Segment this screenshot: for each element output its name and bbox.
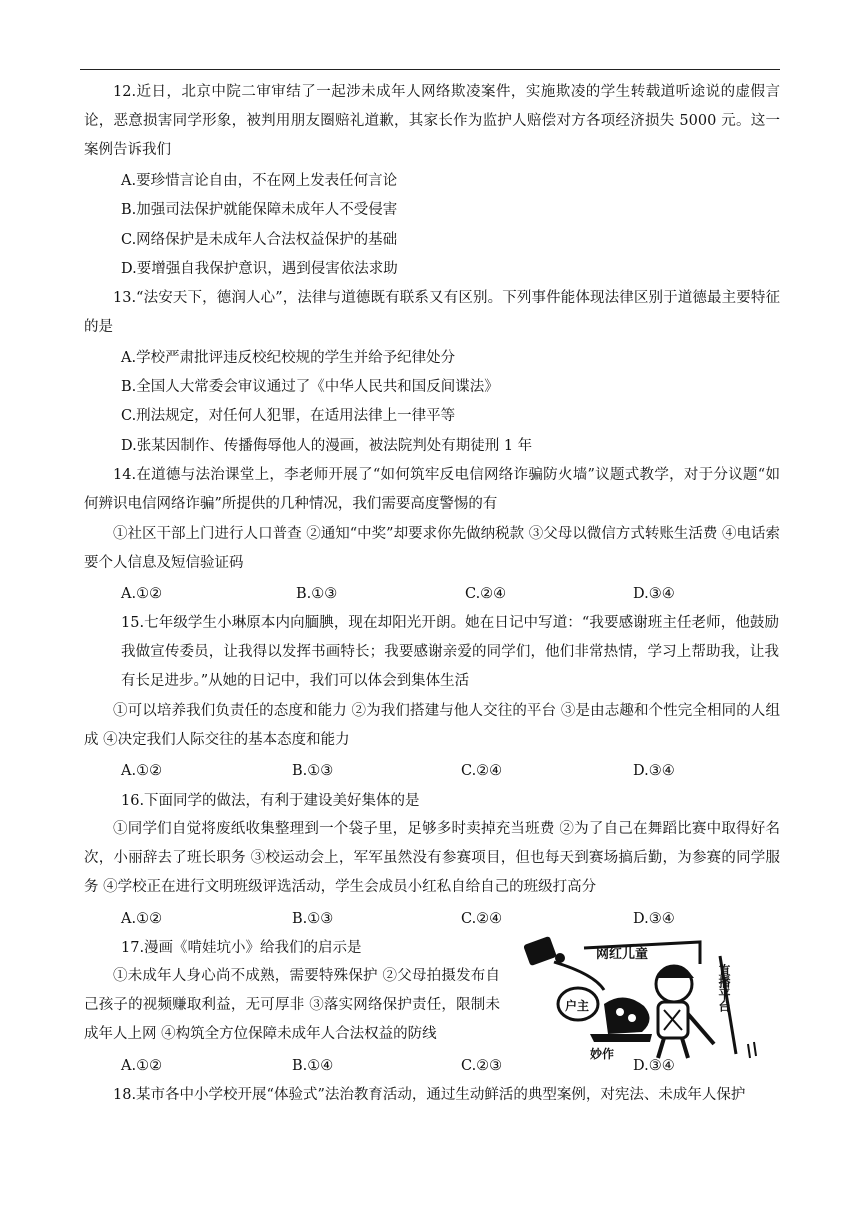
q12-stem: 12.近日，北京中院二审审结了一起涉未成年人网络欺凌案件，实施欺凌的学生转载道听途说的虚假言论，恶意损害同学形象，被判用朋友圈赔礼道歉，其家长作为监护人赔偿对方各项经济损失 5000 元。这一案例告诉我们 [84,84,780,158]
q15-option-d: D.③④ [633,763,675,779]
q13-option-c: C.刑法规定，对任何人犯罪，在适用法律上一律平等 [121,408,456,424]
child-figure-icon [656,965,714,1058]
q14-option-b: B.①③ [296,586,338,602]
q13-option-d: D.张某因制作、传播侮辱他人的漫画，被法院判处有期徒刑 1 年 [121,438,533,454]
q17-option-d: D.③④ [633,1058,675,1074]
q16-option-a: A.①② [121,911,163,927]
cartoon-illustration [524,934,760,1062]
q13-stem: 13.“法安天下，德润人心”，法律与道德既有联系又有区别。下列事件能体现法律区别于道德最主要特征的是 [84,290,780,335]
q14-stem: 14.在道德与法治课堂上，李老师开展了“如何筑牢反电信网络诈骗防火墙”议题式教学，对于分议题“如何辨识电信网络诈骗”所提供的几种情况，我们需要高度警惕的有 [84,467,780,512]
q14-items: ①社区干部上门进行人口普查 ②通知“中奖”却要求你先做纳税款 ③父母以微信方式转账生活费 ④电话索要个人信息及短信验证码 [84,526,780,571]
q14-option-d: D.③④ [633,586,675,602]
q17-stem: 17.漫画《啃娃坑小》给我们的启示是 [121,940,362,956]
q17-option-b: B.①④ [292,1058,334,1074]
q12-option-c: C.网络保护是未成年人合法权益保护的基础 [121,232,398,248]
q13-option-a: A.学校严肃批评违反校纪校规的学生并给予纪律处分 [121,350,456,366]
q15-option-c: C.②④ [461,763,503,779]
q16-option-b: B.①③ [292,911,334,927]
q17-option-a: A.①② [121,1058,163,1074]
cartoon-text-zhibo: 直播平台 [717,964,731,1012]
q16-option-c: C.②④ [461,911,503,927]
q16-stem: 16.下面同学的做法，有利于建设美好集体的是 [121,793,420,809]
cartoon-text-miaozuo: 妙作 [590,1047,615,1061]
q17-option-c: C.②③ [461,1058,503,1074]
q12-option-a: A.要珍惜言论自由，不在网上发表任何言论 [121,173,398,189]
cartoon-text-wanghong: 网红儿童 [596,947,649,962]
camera-icon [524,936,565,966]
q16-items: ①同学们自觉将废纸收集整理到一个袋子里，足够多时卖掉充当班费 ②为了自己在舞蹈比赛中取得好名次，小丽辞去了班长职务 ③校运动会上，军军虽然没有参赛项目，但也每天到赛场搞后勤，为参赛的同学服务 ④学校正在进行文明班级评选活动，学生会成员小红私自给自己的班级打高分 [84,821,780,895]
cartoon-text-huzhu: 户主 [565,999,590,1013]
q15-stem: 15.七年级学生小琳原本内向腼腆，现在却阳光开朗。她在日记中写道：“我要感谢班主任老师，他鼓励我做宣传委员，让我得以发挥书画特长；我要感谢亲爱的同学们，他们非常热情，学习上帮助我，让我有长足进步。”从她的日记中，我们可以体会到集体生活 [121,615,779,689]
q18-stem: 18.某市各中小学校开展“体验式”法治教育活动，通过生动鲜活的典型案例，对宪法、未成年人保护 [113,1087,746,1103]
q13-option-b: B.全国人大常委会审议通过了《中华人民共和国反间谍法》 [121,379,499,395]
q12-option-b: B.加强司法保护就能保障未成年人不受侵害 [121,202,398,218]
q15-option-a: A.①② [121,763,163,779]
q15-option-b: B.①③ [292,763,334,779]
q15-items: ①可以培养我们负责任的态度和能力 ②为我们搭建与他人交往的平台 ③是由志趣和个性完全相同的人组成 ④决定我们人际交往的基本态度和能力 [84,703,780,748]
q14-option-a: A.①② [121,586,163,602]
header-rule [80,69,780,70]
q16-option-d: D.③④ [633,911,675,927]
q14-option-c: C.②④ [465,586,507,602]
q12-option-d: D.要增强自我保护意识，遇到侵害依法求助 [121,261,398,277]
q17-items: ①未成年人身心尚不成熟，需要特殊保护 ②父母拍摄发布自己孩子的视频赚取利益，无可厚非 ③落实网络保护责任，限制未成年人上网 ④构筑全方位保障未成年人合法权益的防线 [84,968,500,1042]
